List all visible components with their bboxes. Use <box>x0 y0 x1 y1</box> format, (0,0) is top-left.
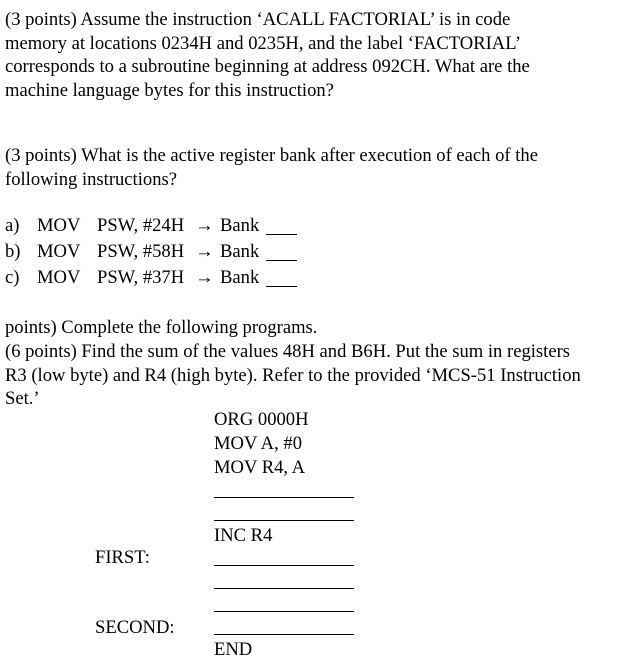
item-result-label: Bank <box>220 215 260 236</box>
item-mnemonic: MOV <box>37 267 81 288</box>
item-marker: a) <box>5 215 20 236</box>
code-org: ORG 0000H <box>214 409 309 430</box>
question-2-line: (3 points) What is the active register bank after execution of each of the <box>5 145 538 166</box>
question-1-line: machine language bytes for this instruction? <box>5 79 334 101</box>
question-3-line: (6 points) Find the sum of the values 48H and B6H. Put the sum in registers <box>5 341 570 362</box>
item-mnemonic: MOV <box>37 215 81 236</box>
item-result-label: Bank <box>220 267 260 288</box>
question-3 <box>5 340 637 411</box>
code-blank-3[interactable] <box>214 565 354 566</box>
code-blank-5[interactable] <box>214 611 354 612</box>
arrow-icon: → <box>195 215 214 236</box>
code-blank-1[interactable] <box>214 497 354 498</box>
item-operands: PSW, #58H <box>97 241 185 262</box>
answer-blank-b[interactable] <box>266 260 297 261</box>
code-mov-r4: MOV R4, A <box>214 457 306 478</box>
answer-blank-a[interactable] <box>266 234 297 235</box>
code-end: END <box>214 639 253 660</box>
item-result-label: Bank <box>220 241 260 262</box>
arrow-icon: → <box>195 267 214 288</box>
question-3-line: R3 (low byte) and R4 (high byte). Refer to the provided ‘MCS-51 Instruction <box>5 364 581 386</box>
question-1 <box>5 8 637 102</box>
item-marker: c) <box>5 267 20 288</box>
question-3-heading: points) Complete the following programs. <box>5 317 318 338</box>
question-1-line: memory at locations 0234H and 0235H, and the label ‘FACTORIAL’ <box>5 32 522 54</box>
question-2-line: following instructions? <box>5 168 177 190</box>
arrow-icon: → <box>195 241 214 262</box>
answer-blank-c[interactable] <box>266 286 297 287</box>
code-blank-2[interactable] <box>214 520 354 521</box>
code-blank-6[interactable] <box>214 634 354 635</box>
code-inc: INC R4 <box>214 525 273 546</box>
item-operands: PSW, #24H <box>97 215 185 236</box>
code-mov-a: MOV A, #0 <box>214 433 302 454</box>
item-marker: b) <box>5 241 21 262</box>
question-3-line: Set.’ <box>5 388 40 409</box>
question-1-line: corresponds to a subroutine beginning at address 092CH. What are the <box>5 56 530 77</box>
label-first: FIRST: <box>95 547 150 568</box>
code-blank-4[interactable] <box>214 588 354 589</box>
label-second: SECOND: <box>95 617 175 638</box>
item-operands: PSW, #37H <box>97 267 185 288</box>
question-1-line: (3 points) Assume the instruction ‘ACALL FACTORIAL’ is in code <box>5 9 511 30</box>
item-mnemonic: MOV <box>37 241 81 262</box>
question-2 <box>5 144 637 191</box>
